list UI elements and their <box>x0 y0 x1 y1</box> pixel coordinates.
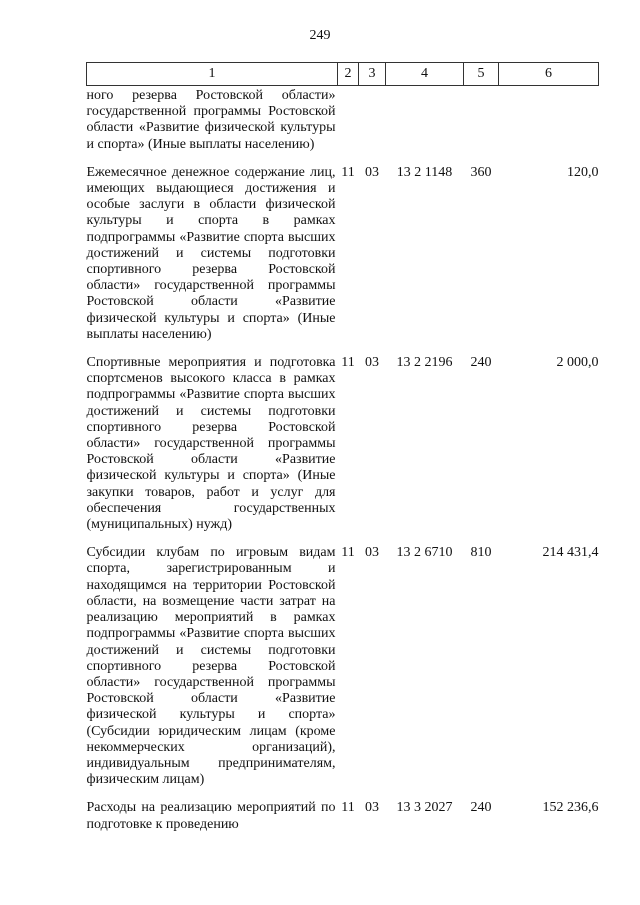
page-number: 249 <box>309 28 331 43</box>
row-amount: 152 236,6 <box>542 800 599 816</box>
table-row <box>87 800 599 844</box>
row-subsection: 03 <box>365 164 379 180</box>
row-target-code: 13 3 2027 <box>396 800 453 816</box>
row-section <box>338 86 359 165</box>
row-description: Ежемесячное денежное содержание лиц, имеющих выдающиеся достижения и особые заслуги в области физической культуры и спорта в рамках подпрограммы «Развитие спорта высших достижений и системы подготовки спортивного резерва Ростовской области» государственной программы Ростовской области «Развитие физической культуры и спорта» (Иные выплаты населению) <box>86 164 336 342</box>
row-section: 11 <box>341 164 355 180</box>
budget-table-wrap <box>86 62 598 845</box>
row-section: 11 <box>341 355 355 371</box>
row-target-code: 13 2 1148 <box>396 164 453 180</box>
row-expense-type: 240 <box>470 355 492 371</box>
header-col-3: 3 <box>359 63 386 86</box>
row-description: Расходы на реализацию мероприятий по подготовке к проведению <box>86 800 336 832</box>
header-row <box>87 63 599 86</box>
row-expense-type <box>464 86 499 165</box>
table-row <box>87 355 599 545</box>
row-description: ного резерва Ростовской области» государственной программы Ростовской области «Развитие физической культуры и спорта» (Иные выплаты населению) <box>86 88 336 152</box>
row-subsection: 03 <box>365 545 379 561</box>
row-expense-type: 240 <box>470 800 492 816</box>
row-target-code: 13 2 6710 <box>396 545 453 561</box>
row-expense-type: 810 <box>470 545 492 561</box>
row-target-code <box>386 86 464 165</box>
row-amount: 214 431,4 <box>542 545 599 561</box>
row-description: Субсидии клубам по игровым видам спорта, зарегистрированным и находящимся на территории Ростовской области, на возмещение части затрат на реализацию мероприятий в рамках подпрограммы «Развитие спорта высших достижений и системы подготовки спортивного резерва Ростовской области» государственной программы Ростовской области «Развитие физической культуры и спорта» (Субсидии юридическим лицам (кроме некоммерческих организаций), индивидуальным предпринимателям, физическим лицам) <box>86 545 336 788</box>
row-section: 11 <box>341 545 355 561</box>
row-amount: 2 000,0 <box>556 355 599 371</box>
header-col-2: 2 <box>338 63 359 86</box>
table-row <box>87 86 599 165</box>
row-expense-type: 360 <box>470 164 492 180</box>
header-col-4: 4 <box>386 63 464 86</box>
header-col-6: 6 <box>499 63 599 86</box>
header-col-5: 5 <box>464 63 499 86</box>
row-amount: 120,0 <box>567 164 599 180</box>
row-subsection: 03 <box>365 800 379 816</box>
header-col-1: 1 <box>87 63 338 86</box>
row-subsection <box>359 86 386 165</box>
budget-table <box>86 62 599 845</box>
row-description: Спортивные мероприятия и подготовка спортсменов высокого класса в рамках подпрограммы «Развитие спорта высших достижений и системы подготовки спортивного резерва Ростовской области» государственной программы Ростовской области «Развитие физической культуры и спорта» (Иные закупки товаров, работ и услуг для обеспечения государственных (муниципальных) нужд) <box>86 355 336 533</box>
table-row <box>87 545 599 800</box>
row-target-code: 13 2 2196 <box>396 355 453 371</box>
row-amount <box>499 86 599 165</box>
row-section: 11 <box>341 800 355 816</box>
table-row <box>87 165 599 355</box>
row-subsection: 03 <box>365 355 379 371</box>
